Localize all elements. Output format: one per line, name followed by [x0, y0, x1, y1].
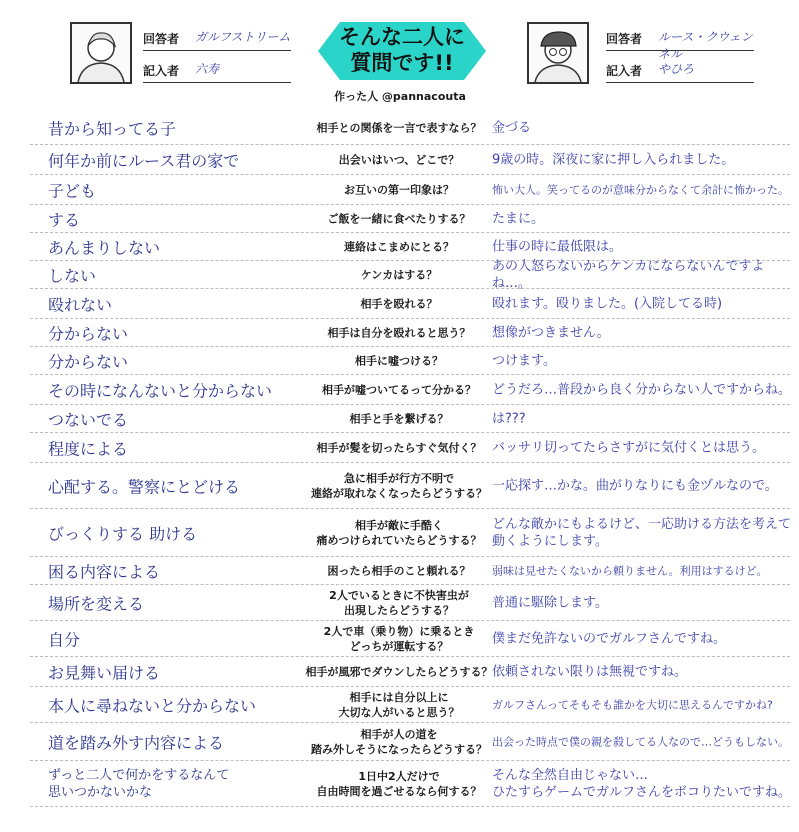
respondent-label: 回答者 — [143, 32, 180, 46]
ruth-answer: あの人怒らないからケンカにならないんですよね…。 — [492, 258, 765, 291]
gulf-answer: びっくりする 助ける — [48, 524, 198, 543]
question: 相手に嘘つける？ — [355, 354, 443, 367]
ruth-answer: ガルフさんってそもそも誰かを大切に思えるんですかね? — [492, 698, 773, 711]
question: 相手が人の道を 踏み外しそうになったらどうする？ — [311, 727, 487, 756]
ruth-answer: どうだろ…普段から良く分からない人ですからね。 — [492, 382, 792, 397]
gulf-answer: 本人に尋ねないと分からない — [48, 696, 257, 715]
title-line-2: 質問です!! — [350, 51, 454, 75]
question: 相手と手を繋げる？ — [349, 412, 449, 425]
byline: 作った人 @pannacouta — [334, 90, 466, 103]
writer-label: 記入者 — [606, 64, 643, 78]
gulf-answer: 分からない — [48, 324, 129, 343]
gulf-answer: 殴れない — [48, 295, 113, 314]
question: 相手を殴れる？ — [360, 297, 438, 310]
respondent-name: ガルフストリーム — [195, 30, 291, 44]
gulf-answer: 何年か前にルース君の家で — [48, 151, 240, 170]
qa-row — [30, 621, 790, 657]
question: 相手は自分を殴れると思う？ — [327, 326, 471, 339]
qa-row — [30, 687, 790, 723]
qa-row — [30, 433, 790, 463]
writer-label: 記入者 — [143, 64, 180, 78]
gulf-answer: ずっと二人で何かをするなんて 思いつかないかな — [48, 767, 230, 800]
gulf-answer: 道を踏み外す内容による — [48, 733, 225, 752]
qa-row — [30, 761, 790, 807]
gulf-answer: 程度による — [48, 439, 129, 458]
ruth-answer: 依頼されない限りは無視ですね。 — [492, 664, 688, 679]
ruth-answer: 弱味は見せたくないから頼りません。利用はするけど。 — [492, 564, 768, 577]
gulf-answer: 子ども — [48, 181, 97, 200]
page-title — [318, 24, 486, 76]
question: 連絡はこまめにとる？ — [344, 240, 454, 253]
portrait-icon — [72, 24, 130, 82]
question: 相手が敵に手酷く 痛めつけられていたらどうする？ — [316, 518, 482, 547]
qa-row — [30, 463, 790, 509]
gulf-answer: 昔から知ってる子 — [48, 119, 177, 139]
title-line-1: そんな二人に — [339, 25, 465, 49]
gulf-answer: つないでる — [48, 410, 129, 429]
gulf-answer: あんまりしない — [48, 238, 161, 257]
ruth-answer: 金づる — [492, 120, 532, 136]
qa-row — [30, 145, 790, 175]
gulf-answer: する — [48, 210, 81, 229]
qa-row — [30, 405, 790, 433]
qa-row — [30, 723, 790, 761]
qa-list — [30, 112, 790, 807]
question: 1日中2人だけで 自由時間を過ごせるなら何する？ — [316, 769, 482, 798]
qa-row — [30, 557, 790, 585]
left-writer-row — [143, 56, 291, 83]
avatar-gulfstream — [70, 22, 132, 84]
ruth-answer: 普通に駆除します。 — [492, 595, 608, 610]
question: 2人で車（乗り物）に乗るとき どっちが運転する？ — [323, 624, 475, 653]
gulf-answer: 自分 — [48, 630, 81, 649]
ruth-answer: つけます。 — [492, 353, 556, 368]
ruth-answer: 仕事の時に最低限は。 — [492, 239, 623, 254]
question: 相手には自分以上に 大切な人がいると思う？ — [338, 690, 460, 719]
gulf-answer: 心配する。警察にとどける — [48, 477, 241, 496]
ruth-answer: 出会った時点で僕の親を殺してる人なので…どうもしない。 — [492, 735, 789, 748]
gulf-answer: 分からない — [48, 352, 129, 371]
ruth-answer: 殴れます。殴りました。(入院してる時) — [492, 296, 723, 311]
ruth-answer: バッサリ切ってたらさすがに気付くとは思う。 — [492, 440, 766, 455]
ruth-answer: そんな全然自由じゃない… ひたすらゲームでガルフさんをボコりたいですね。 — [492, 767, 792, 800]
qa-row — [30, 258, 790, 291]
question: 相手が髪を切ったらすぐ気付く？ — [316, 441, 482, 454]
qa-row — [30, 175, 790, 205]
ruth-answer: 僕まだ免許ないのでガルフさんですね。 — [492, 631, 727, 646]
qa-row — [30, 347, 790, 375]
writer-name: 六寿 — [195, 62, 220, 76]
ruth-answer: どんな敵かにもよるけど、一応助ける方法を考えて 動くようにします。 — [492, 516, 792, 549]
question: 相手が嘘ついてるって分かる？ — [322, 383, 476, 396]
ruth-answer: たまに。 — [492, 211, 545, 226]
question: お互いの第一印象は？ — [344, 183, 454, 196]
question: ケンカはする？ — [360, 268, 438, 281]
ruth-answer: 9歳の時。深夜に家に押し入られました。 — [492, 152, 735, 167]
question: 出会いはいつ、どこで？ — [338, 153, 460, 166]
ruth-answer: 一応探す…かな。曲がりなりにも金ヅルなので。 — [492, 478, 778, 493]
ruth-answer: は??? — [492, 411, 526, 426]
respondent-name: ルース・クウェンネル — [658, 30, 753, 61]
gulf-answer: その時になんないと分からない — [48, 381, 273, 400]
qa-row — [30, 205, 790, 233]
gulf-answer: 困る内容による — [48, 562, 161, 581]
qa-row — [30, 319, 790, 347]
qa-row — [30, 585, 790, 621]
gulf-answer: しない — [48, 266, 97, 285]
avatar-ruth — [527, 22, 589, 84]
qa-row — [30, 375, 790, 405]
question: 急に相手が行方不明で 連絡が取れなくなったらどうする？ — [311, 471, 487, 500]
question: 相手が風邪でダウンしたらどうする？ — [305, 665, 493, 678]
portrait-icon — [529, 24, 587, 82]
ruth-answer: 怖い大人。笑ってるのが意味分からなくて余計に怖かった。 — [492, 183, 789, 196]
ruth-answer: 想像がつきません。 — [492, 325, 610, 340]
title-box — [318, 16, 486, 86]
question: 困ったら相手のこと頼れる？ — [327, 564, 471, 577]
right-respondent-row — [606, 24, 754, 61]
right-writer-row — [606, 56, 754, 83]
qa-row — [30, 112, 790, 145]
question: 2人でいるときに不快害虫が 出現したらどうする？ — [329, 588, 469, 617]
qa-row — [30, 289, 790, 319]
qa-row — [30, 657, 790, 687]
gulf-answer: お見舞い届ける — [48, 663, 161, 682]
qa-row — [30, 509, 790, 557]
question: 相手との関係を一言で表すなら？ — [316, 121, 482, 135]
gulf-answer: 場所を変える — [48, 594, 145, 613]
header — [0, 0, 799, 108]
writer-name: やひろ — [658, 62, 695, 76]
respondent-label: 回答者 — [606, 32, 643, 46]
left-respondent-row — [143, 24, 291, 51]
question: ご飯を一緒に食べたりする？ — [327, 212, 471, 225]
